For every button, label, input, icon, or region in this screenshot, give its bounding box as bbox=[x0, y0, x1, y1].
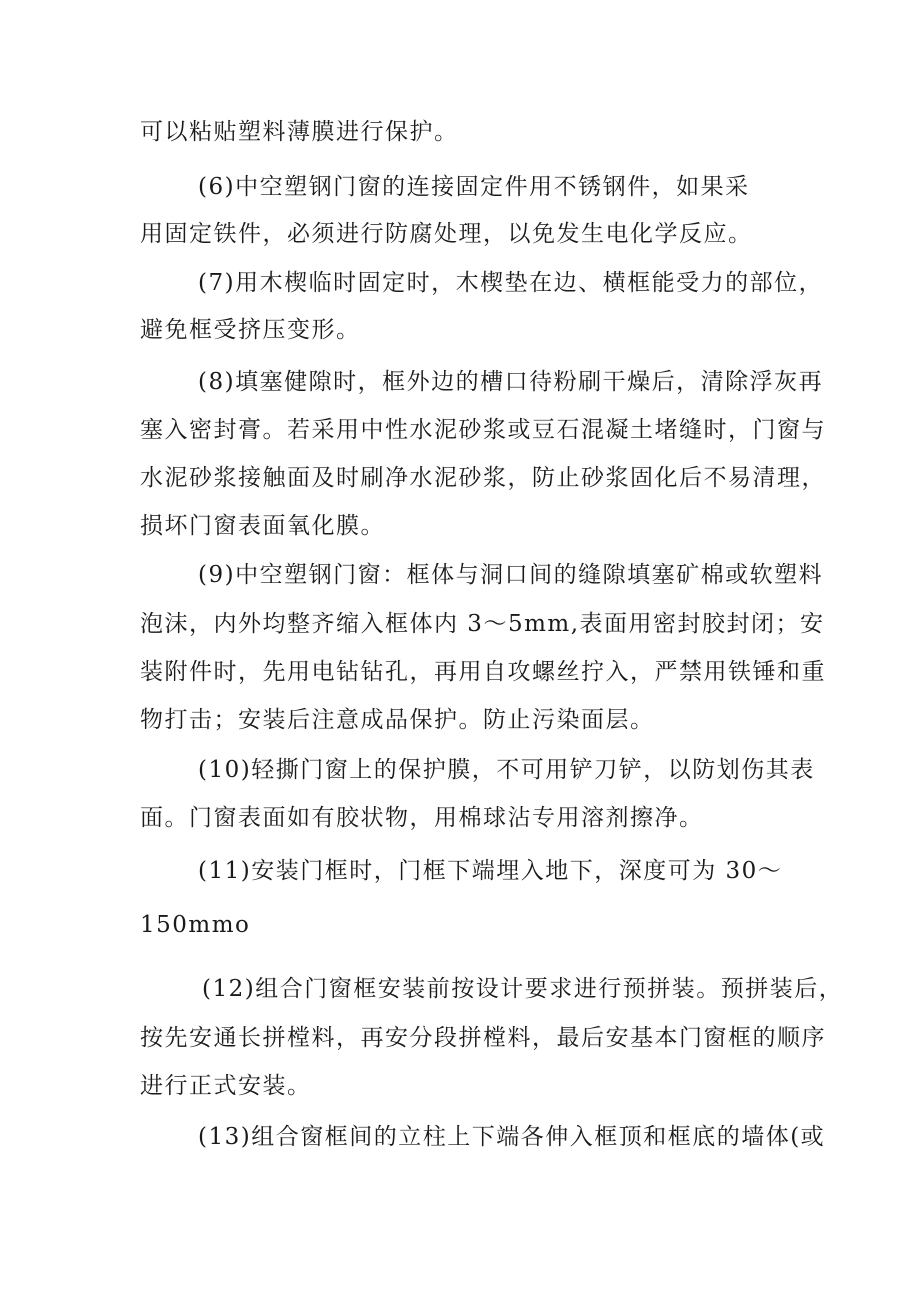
paragraph-12-line-1: (12)组合门窗框安装前按设计要求进行预拼装。预拼装后， bbox=[202, 976, 844, 1002]
paragraph-7-line-2: 避免框受挤压变形。 bbox=[140, 317, 361, 343]
paragraph-9-line-2: 泡沫，内外均整齐缩入框体内 3～5mm,表面用密封胶封闭；安 bbox=[140, 611, 825, 637]
paragraph-9-line-1: (9)中空塑钢门窗：框体与洞口间的缝隙填塞矿棉或软塑料 bbox=[198, 562, 824, 588]
paragraph-7-line-1: (7)用木楔临时固定时，木楔垫在边、横框能受力的部位， bbox=[198, 270, 824, 296]
paragraph-9-line-4: 物打击；安装后注意成品保护。防止污染面层。 bbox=[140, 707, 655, 733]
paragraph-11-line-2: 150mmo bbox=[140, 912, 251, 938]
paragraph-8-line-2: 塞入密封膏。若采用中性水泥砂浆或豆石混凝土堵缝时，门窗与 bbox=[140, 417, 826, 443]
text-line: 可以粘贴塑料薄膜进行保护。 bbox=[140, 119, 459, 145]
paragraph-13-line-1: (13)组合窗框间的立柱上下端各伸入框顶和框底的墙体(或 bbox=[198, 1124, 826, 1150]
paragraph-6-line-1: (6)中空塑钢门窗的连接固定件用不锈钢件，如果采 bbox=[198, 174, 750, 200]
paragraph-8-line-4: 损坏门窗表面氧化膜。 bbox=[140, 513, 385, 539]
paragraph-11-line-1: (11)安装门框时，门框下端埋入地下，深度可为 30～ bbox=[198, 858, 783, 884]
paragraph-12-line-2: 按先安通长拼樘料，再安分段拼樘料，最后安基本门窗框的顺序 bbox=[140, 1025, 826, 1051]
paragraph-12-line-3: 进行正式安装。 bbox=[140, 1073, 312, 1099]
paragraph-8-line-3: 水泥砂浆接触面及时刷净水泥砂浆，防止砂浆固化后不易清理， bbox=[140, 465, 826, 491]
paragraph-6-line-2: 用固定铁件，必须进行防腐处理，以免发生电化学反应。 bbox=[140, 221, 753, 247]
paragraph-10-line-1: (10)轻撕门窗上的保护膜，不可用铲刀铲，以防划伤其表 bbox=[198, 757, 815, 783]
paragraph-8-line-1: (8)填塞健隙时，框外边的槽口待粉刷干燥后，清除浮灰再 bbox=[198, 369, 824, 395]
paragraph-10-line-2: 面。门窗表面如有胶状物，用棉球沾专用溶剂擦净。 bbox=[140, 805, 704, 831]
paragraph-9-line-3: 装附件时，先用电钻钻孔，再用自攻螺丝拧入，严禁用铁锤和重 bbox=[140, 659, 826, 685]
